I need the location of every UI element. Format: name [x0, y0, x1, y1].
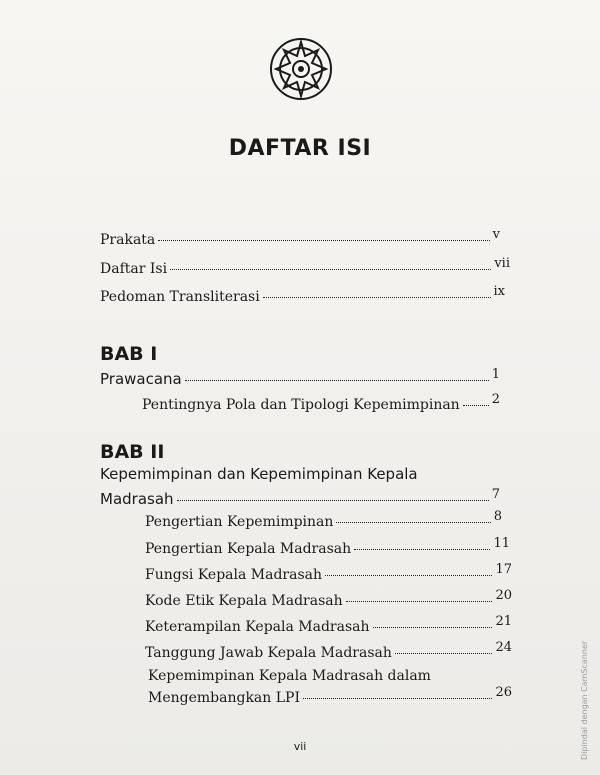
toc-entry-label: Prakata — [100, 232, 156, 248]
toc-entry-label: Mengembangkan LPI — [148, 690, 300, 706]
toc-chapter-entry[interactable] — [100, 367, 500, 388]
toc-leader-dots — [395, 653, 493, 654]
toc-leader-dots — [177, 500, 489, 501]
toc-leader-dots — [303, 698, 492, 699]
toc-entry-label: Pengertian Kepemimpinan — [145, 514, 334, 530]
toc-entry[interactable] — [145, 614, 512, 635]
toc-entry-label: Pentingnya Pola dan Tipologi Kepemimpinan — [142, 397, 460, 413]
toc-entry-page: 20 — [495, 588, 512, 603]
toc-leader-dots — [463, 405, 489, 406]
toc-entry-label: Madrasah — [100, 490, 174, 508]
toc-entry-label: Keterampilan Kepala Madrasah — [145, 619, 370, 635]
toc-entry[interactable] — [145, 562, 512, 583]
toc-entry-label-line: Kepemimpinan Kepala Madrasah dalam — [148, 668, 431, 684]
scanner-watermark: Dipindai dengan CamScanner — [580, 640, 589, 760]
toc-entry-page: 1 — [491, 367, 500, 382]
chapter-heading: BAB II — [100, 441, 165, 463]
toc-leader-dots — [263, 297, 491, 298]
toc-leader-dots — [185, 380, 489, 381]
toc-leader-dots — [346, 601, 493, 602]
toc-entry[interactable] — [145, 640, 512, 661]
toc-entry[interactable] — [100, 227, 500, 248]
toc-entry[interactable] — [145, 536, 510, 557]
toc-entry-page: 26 — [495, 685, 512, 700]
toc-entry-page: 7 — [491, 487, 500, 502]
toc-entry-page: 11 — [493, 536, 510, 551]
toc-entry-label: Kode Etik Kepala Madrasah — [145, 593, 343, 609]
toc-entry[interactable] — [148, 685, 512, 706]
toc-entry-label: Tanggung Jawab Kepala Madrasah — [145, 645, 392, 661]
toc-leader-dots — [325, 575, 492, 576]
toc-entry-label: Pengertian Kepala Madrasah — [145, 541, 352, 557]
toc-leader-dots — [170, 269, 491, 270]
page-number: vii — [293, 740, 307, 753]
page-title: DAFTAR ISI — [228, 136, 372, 161]
toc-entry-label: Pedoman Transliterasi — [100, 289, 260, 305]
toc-entry-label: Prawacana — [100, 370, 182, 388]
toc-entry-page: ix — [493, 284, 505, 299]
toc-leader-dots — [354, 549, 490, 550]
toc-entry[interactable] — [145, 588, 512, 609]
toc-leader-dots — [336, 522, 490, 523]
toc-entry-page: 17 — [495, 562, 512, 577]
toc-leader-dots — [373, 627, 493, 628]
toc-entry[interactable] — [100, 256, 510, 277]
chapter-heading: BAB I — [100, 343, 158, 365]
toc-chapter-title-line: Kepemimpinan dan Kepemimpinan Kepala — [100, 465, 418, 483]
toc-entry-page: v — [492, 227, 500, 242]
toc-entry-page: 21 — [495, 614, 512, 629]
toc-entry-page: vii — [494, 256, 510, 271]
toc-entry-label: Daftar Isi — [100, 261, 168, 277]
toc-entry-page: 24 — [495, 640, 512, 655]
toc-leader-dots — [158, 240, 489, 241]
toc-entry-page: 8 — [493, 509, 502, 524]
toc-entry-label: Fungsi Kepala Madrasah — [145, 567, 323, 583]
toc-entry[interactable] — [145, 509, 502, 530]
toc-entry[interactable] — [142, 392, 500, 413]
islamic-star-ornament-icon — [268, 36, 334, 102]
toc-chapter-entry[interactable] — [100, 487, 500, 508]
toc-entry-page: 2 — [491, 392, 500, 407]
toc-entry[interactable] — [100, 284, 505, 305]
